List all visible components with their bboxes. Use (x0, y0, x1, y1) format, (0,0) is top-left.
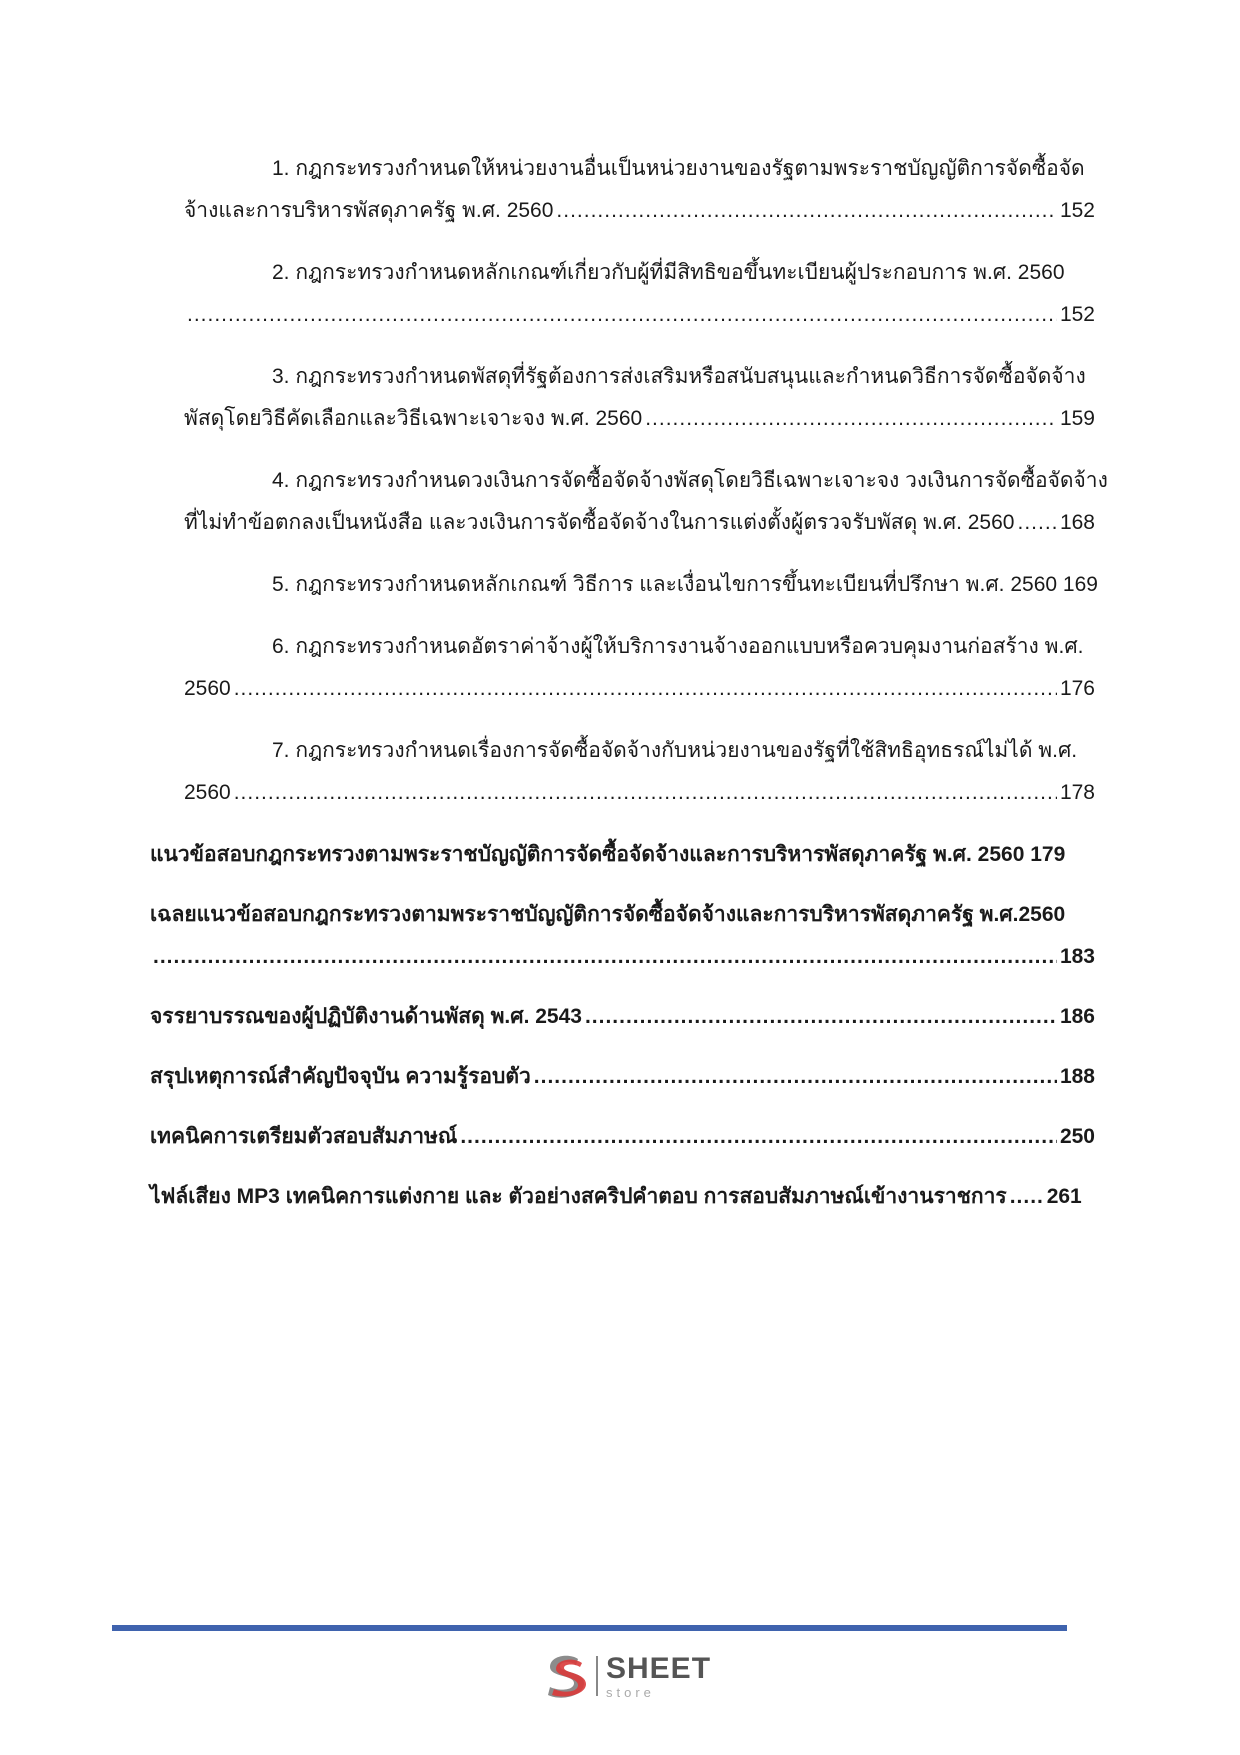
leader-dots (1010, 1176, 1044, 1218)
toc-entry-5[interactable] (150, 564, 1098, 606)
toc-entry-text: เฉลยแนวข้อสอบกฎกระทรวงตามพระราชบัญญัติการจัดซื้อจัดจ้างและการบริหารพัสดุภาครัฐ พ.ศ.2560 (150, 903, 1066, 926)
toc-entry-text: 1. กฎกระทรวงกำหนดให้หน่วยงานอื่นเป็นหน่วยงานของรัฐตามพระราชบัญญัติการจัดซื้อจัด (272, 157, 1085, 180)
leader-dots (1017, 502, 1056, 544)
toc-entry-3[interactable] (150, 356, 1095, 440)
toc-entry-text: 4. กฎกระทรวงกำหนดวงเงินการจัดซื้อจัดจ้างพัสดุโดยวิธีเฉพาะเจาะจง วงเงินการจัดซื้อจัดจ้าง (272, 469, 1108, 492)
leader-dots (187, 294, 1057, 336)
page-number: 178 (1059, 781, 1095, 804)
leader-dots (234, 668, 1057, 710)
toc-main-entry-ethics[interactable] (150, 996, 1095, 1038)
toc-entry-text: ไฟล์เสียง MP3 เทคนิคการแต่งกาย และ ตัวอย่างสคริปคำตอบ การสอบสัมภาษณ์เข้างานราชการ (150, 1185, 1007, 1208)
page-number: 168 (1059, 511, 1095, 534)
logo-text: SHEET (606, 1651, 712, 1685)
toc-main-entry-answers[interactable] (150, 894, 1095, 978)
toc-main-entry-exam-guide[interactable] (150, 834, 1095, 876)
page-number: 159 (1059, 407, 1095, 430)
table-of-contents (150, 148, 1108, 1236)
page-number: 176 (1059, 677, 1095, 700)
page-number: 152 (1059, 303, 1095, 326)
toc-entry-text: 2. กฎกระทรวงกำหนดหลักเกณฑ์เกี่ยวกับผู้ที่มีสิทธิขอขึ้นทะเบียนผู้ประกอบการ พ.ศ. 2560 (272, 261, 1065, 284)
leader-dots (234, 772, 1057, 814)
toc-entry-4[interactable] (150, 460, 1108, 544)
toc-main-entry-mp3[interactable] (150, 1176, 1095, 1218)
toc-entry-6[interactable] (150, 626, 1095, 710)
page-number: 186 (1059, 1005, 1095, 1028)
logo-separator (596, 1656, 598, 1696)
toc-main-entry-current-events[interactable] (150, 1056, 1095, 1098)
page-number: 188 (1059, 1065, 1095, 1088)
toc-entry-1[interactable] (150, 148, 1095, 232)
page-number: 152 (1059, 199, 1095, 222)
toc-entry-text: สรุปเหตุการณ์สำคัญปัจจุบัน ความรู้รอบตัว (150, 1065, 531, 1088)
sheet-store-logo (540, 1651, 711, 1701)
leader-dots (645, 398, 1057, 440)
toc-main-entry-interview-prep[interactable] (150, 1116, 1095, 1158)
footer-divider (112, 1625, 1067, 1631)
toc-entry-text: พัสดุโดยวิธีคัดเลือกและวิธีเฉพาะเจาะจง พ.ศ. 2560 (184, 407, 643, 430)
leader-dots (153, 936, 1057, 978)
toc-entry-text: เทคนิคการเตรียมตัวสอบสัมภาษณ์ (150, 1125, 458, 1148)
leader-dots (534, 1056, 1057, 1098)
sheet-s-logo-icon (540, 1651, 590, 1701)
leader-dots (556, 190, 1057, 232)
toc-entry-text: 2560 (184, 781, 231, 804)
toc-entry-text: แนวข้อสอบกฎกระทรวงตามพระราชบัญญัติการจัดซื้อจัดจ้างและการบริหารพัสดุภาครัฐ พ.ศ. 2560 179 (150, 843, 1066, 866)
leader-dots (460, 1116, 1057, 1158)
toc-entry-text: 7. กฎกระทรวงกำหนดเรื่องการจัดซื้อจัดจ้างกับหน่วยงานของรัฐที่ใช้สิทธิอุทธรณ์ไม่ได้ พ.ศ. (272, 739, 1078, 762)
toc-entry-text: จ้างและการบริหารพัสดุภาครัฐ พ.ศ. 2560 (184, 199, 554, 222)
toc-entry-2[interactable] (150, 252, 1095, 336)
toc-entry-text: จรรยาบรรณของผู้ปฏิบัติงานด้านพัสดุ พ.ศ. 2543 (150, 1005, 582, 1028)
page-number: 250 (1059, 1125, 1095, 1148)
toc-entry-text: ที่ไม่ทำข้อตกลงเป็นหนังสือ และวงเงินการจัดซื้อจัดจ้างในการแต่งตั้งผู้ตรวจรับพัสดุ พ.ศ. 2560 (184, 511, 1015, 534)
logo-subtext: store (606, 1684, 655, 1700)
toc-entry-text: 5. กฎกระทรวงกำหนดหลักเกณฑ์ วิธีการ และเงื่อนไขการขึ้นทะเบียนที่ปรึกษา พ.ศ. 2560 169 (272, 573, 1098, 596)
toc-entry-7[interactable] (150, 730, 1095, 814)
leader-dots (585, 996, 1057, 1038)
toc-entry-text: 2560 (184, 677, 231, 700)
toc-entry-text: 6. กฎกระทรวงกำหนดอัตราค่าจ้างผู้ให้บริการงานจ้างออกแบบหรือควบคุมงานก่อสร้าง พ.ศ. (272, 635, 1084, 658)
page-number: 183 (1059, 945, 1095, 968)
page-number: 261 (1046, 1185, 1082, 1208)
toc-entry-text: 3. กฎกระทรวงกำหนดพัสดุที่รัฐต้องการส่งเสริมหรือสนับสนุนและกำหนดวิธีการจัดซื้อจัดจ้าง (272, 365, 1086, 388)
